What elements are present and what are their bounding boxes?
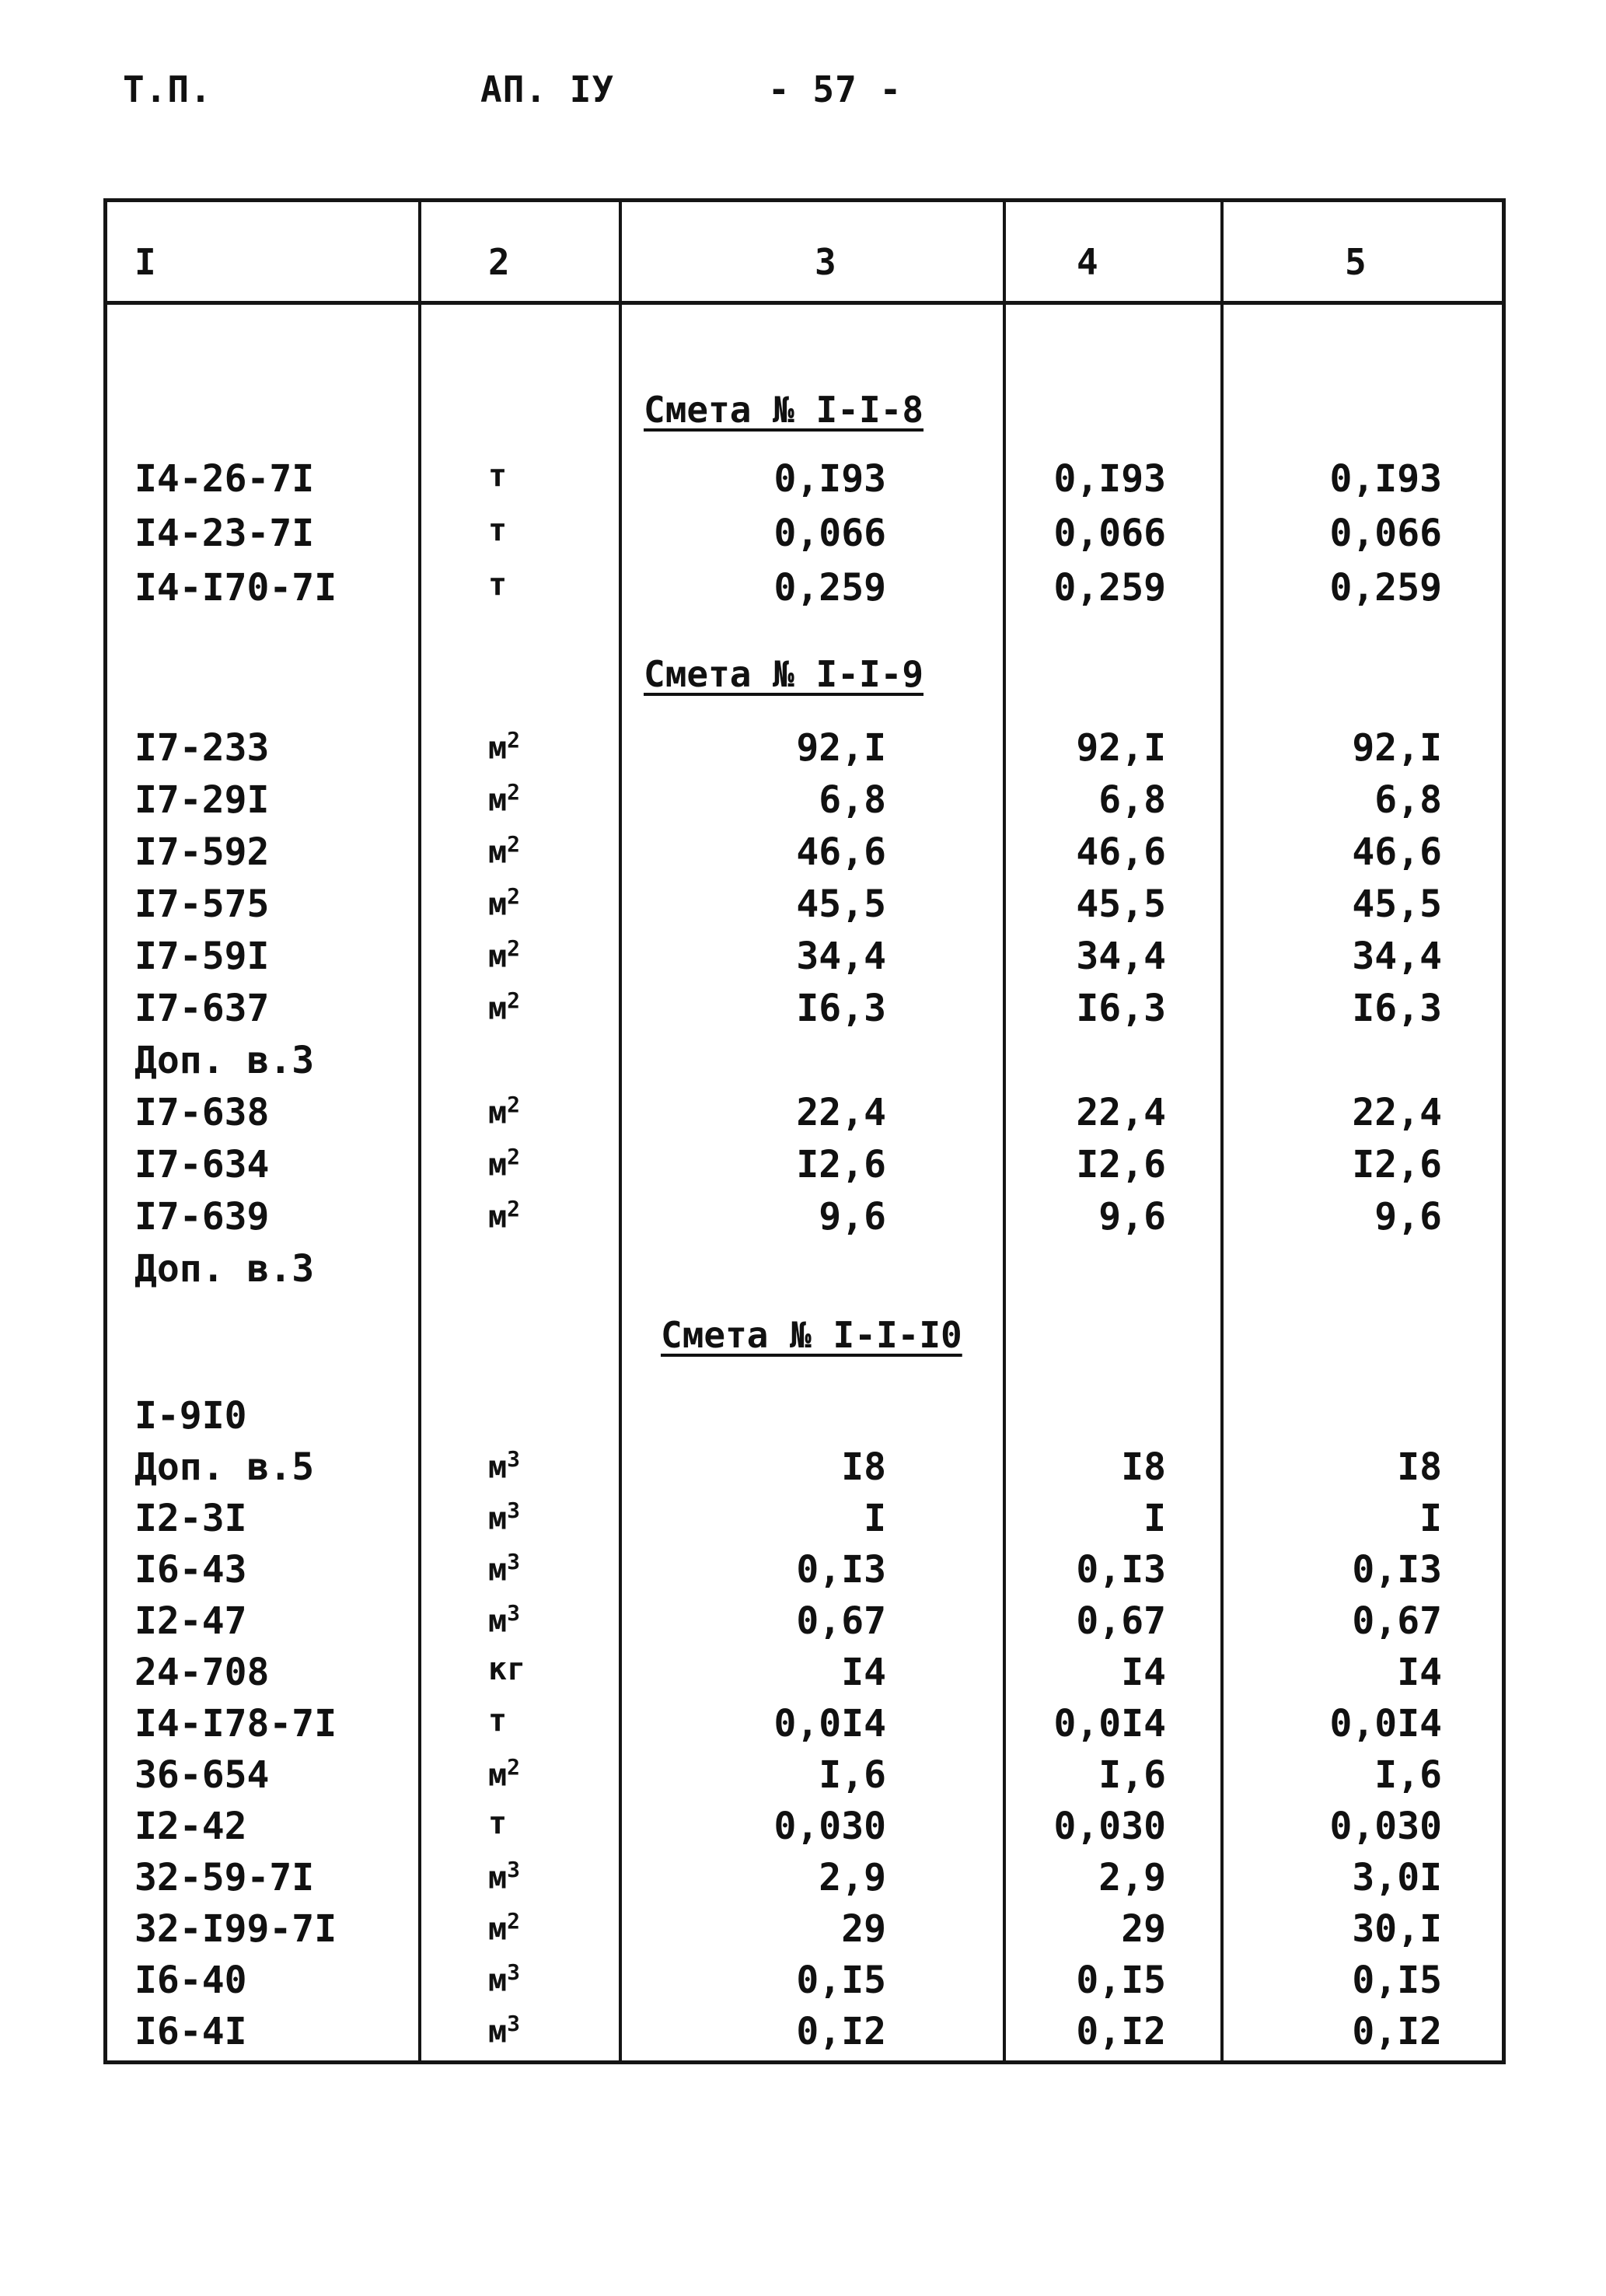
unit-symbol: м — [488, 1757, 508, 1794]
row-value-col4: 0,I93 — [1053, 457, 1166, 501]
row-value-col5: 0,I3 — [1352, 1548, 1442, 1592]
row-value-col5: 0,066 — [1329, 512, 1442, 555]
row-value-col5: 0,259 — [1329, 566, 1442, 610]
unit-exponent: 3 — [507, 1549, 520, 1574]
column-divider-3 — [1003, 198, 1006, 2064]
row-value-col5: 92,I — [1352, 726, 1442, 770]
row-code: I4-26-7I — [134, 457, 315, 501]
row-unit — [488, 1549, 520, 1588]
unit-symbol: м — [488, 782, 508, 819]
row-code: I2-3I — [134, 1497, 247, 1540]
unit-exponent: 3 — [507, 2011, 520, 2036]
unit-exponent: 3 — [507, 1446, 520, 1472]
row-unit — [488, 987, 520, 1027]
row-value-col3: I,6 — [819, 1753, 886, 1797]
row-code: 32-59-7I — [134, 1856, 315, 1899]
row-value-col5: 46,6 — [1352, 830, 1442, 874]
unit-exponent: 2 — [507, 1196, 520, 1221]
row-value-col3: 46,6 — [796, 830, 886, 874]
unit-symbol: т — [488, 1805, 508, 1841]
row-value-col4: 29 — [1121, 1907, 1166, 1951]
row-value-col3: 22,4 — [796, 1091, 886, 1134]
unit-symbol: м — [488, 1603, 508, 1640]
row-value-col5: I4 — [1397, 1651, 1442, 1694]
row-unit — [488, 1497, 520, 1537]
column-divider-2 — [619, 198, 622, 2064]
row-value-col4: 9,6 — [1098, 1195, 1166, 1239]
row-value-col3: 9,6 — [819, 1195, 886, 1239]
row-unit — [488, 831, 520, 871]
row-value-col5: 0,030 — [1329, 1805, 1442, 1848]
unit-symbol: м — [488, 1199, 508, 1235]
row-value-col3: I4 — [841, 1651, 886, 1694]
row-value-col5: 45,5 — [1352, 882, 1442, 926]
row-value-col3: 92,I — [796, 726, 886, 770]
album-reference: АП. IУ — [480, 68, 615, 110]
row-unit — [488, 1092, 520, 1131]
row-unit — [488, 1857, 520, 1896]
row-value-col3: I2,6 — [796, 1143, 886, 1186]
row-value-col5: I2,6 — [1352, 1143, 1442, 1186]
row-value-col3: 34,4 — [796, 935, 886, 978]
row-code: I7-592 — [134, 830, 270, 874]
unit-exponent: 2 — [507, 727, 520, 753]
unit-exponent: 2 — [507, 1092, 520, 1117]
unit-symbol: м — [488, 1501, 508, 1537]
row-value-col4: 0,030 — [1053, 1805, 1166, 1848]
unit-symbol: м — [488, 938, 508, 975]
row-unit — [488, 935, 520, 975]
unit-symbol: м — [488, 1962, 508, 1999]
row-value-col3: 2,9 — [819, 1856, 886, 1899]
unit-exponent: 2 — [507, 1754, 520, 1780]
row-value-col3: 0,67 — [796, 1599, 886, 1643]
row-unit — [488, 1144, 520, 1183]
row-value-col4: I4 — [1121, 1651, 1166, 1694]
row-value-col3: 0,030 — [773, 1805, 886, 1848]
section-title: Смета № I-I-8 — [644, 389, 924, 431]
unit-symbol: т — [488, 1703, 508, 1739]
unit-exponent: 2 — [507, 883, 520, 909]
row-code: I6-40 — [134, 1959, 247, 2002]
row-code: 32-I99-7I — [134, 1907, 337, 1951]
row-code: 36-654 — [134, 1753, 270, 1797]
row-code: I6-43 — [134, 1548, 247, 1592]
row-value-col3: 0,0I4 — [773, 1702, 886, 1746]
column-divider-4 — [1220, 198, 1224, 2064]
page-number: - 57 - — [768, 68, 903, 110]
row-value-col3: 0,I5 — [796, 1959, 886, 2002]
row-value-col4: I — [1143, 1497, 1166, 1540]
row-unit — [488, 1703, 508, 1739]
row-value-col5: I,6 — [1374, 1753, 1442, 1797]
section-title: Смета № I-I-I0 — [661, 1314, 962, 1356]
unit-symbol: м — [488, 1552, 508, 1588]
unit-symbol: м — [488, 991, 508, 1027]
row-value-col5: 0,I5 — [1352, 1959, 1442, 2002]
column-header-4: 4 — [1077, 241, 1098, 283]
row-code: I2-47 — [134, 1599, 247, 1643]
row-value-col3: 45,5 — [796, 882, 886, 926]
unit-symbol: м — [488, 1860, 508, 1896]
row-value-col4: I,6 — [1098, 1753, 1166, 1797]
row-value-col5: 34,4 — [1352, 935, 1442, 978]
row-value-col3: 0,066 — [773, 512, 886, 555]
row-unit — [488, 1651, 526, 1687]
row-value-col3: 0,I93 — [773, 457, 886, 501]
row-code: I4-23-7I — [134, 512, 315, 555]
row-code: I7-233 — [134, 726, 270, 770]
unit-exponent: 2 — [507, 779, 520, 805]
row-value-col5: 9,6 — [1374, 1195, 1442, 1239]
row-value-col3: I6,3 — [796, 987, 886, 1030]
unit-symbol: м — [488, 834, 508, 871]
row-unit — [488, 1754, 520, 1794]
column-header-2: 2 — [488, 241, 510, 283]
unit-exponent: 2 — [507, 831, 520, 857]
row-unit — [488, 1600, 520, 1640]
row-value-col4: 0,066 — [1053, 512, 1166, 555]
row-value-col5: 6,8 — [1374, 778, 1442, 822]
row-code: I7-634 — [134, 1143, 270, 1186]
row-value-col4: 45,5 — [1076, 882, 1166, 926]
row-code: I7-639 — [134, 1195, 270, 1239]
unit-symbol: м — [488, 886, 508, 923]
row-code: I4-I70-7I — [134, 566, 337, 610]
section-title: Смета № I-I-9 — [644, 653, 924, 695]
unit-exponent: 3 — [507, 1497, 520, 1523]
row-code: Доп. в.5 — [134, 1445, 315, 1489]
row-code: I6-4I — [134, 2010, 247, 2053]
row-value-col4: I8 — [1121, 1445, 1166, 1489]
row-code: I7-575 — [134, 882, 270, 926]
unit-exponent: 3 — [507, 1959, 520, 1985]
row-value-col4: 6,8 — [1098, 778, 1166, 822]
row-unit — [488, 1446, 520, 1486]
row-value-col5: I — [1419, 1497, 1442, 1540]
row-unit — [488, 458, 508, 494]
unit-exponent: 3 — [507, 1857, 520, 1882]
row-code: I2-42 — [134, 1805, 247, 1848]
unit-symbol: м — [488, 730, 508, 767]
column-header-5: 5 — [1345, 241, 1367, 283]
row-value-col4: 0,I2 — [1076, 2010, 1166, 2053]
row-value-col4: 0,259 — [1053, 566, 1166, 610]
row-value-col5: 0,I2 — [1352, 2010, 1442, 2053]
row-value-col3: 0,I2 — [796, 2010, 886, 2053]
row-unit — [488, 727, 520, 767]
row-value-col5: 0,67 — [1352, 1599, 1442, 1643]
row-code: Доп. в.3 — [134, 1247, 315, 1291]
row-code: I7-638 — [134, 1091, 270, 1134]
document-code: Т.П. — [123, 68, 212, 110]
unit-symbol: м — [488, 1147, 508, 1183]
unit-exponent: 2 — [507, 987, 520, 1013]
unit-symbol: кг — [488, 1651, 526, 1687]
unit-symbol: т — [488, 512, 508, 548]
row-value-col3: 6,8 — [819, 778, 886, 822]
row-unit — [488, 779, 520, 819]
row-code: 24-708 — [134, 1651, 270, 1694]
row-unit — [488, 883, 520, 923]
unit-symbol: м — [488, 2014, 508, 2050]
row-code: I-9I0 — [134, 1394, 247, 1438]
row-value-col4: 92,I — [1076, 726, 1166, 770]
row-value-col4: 2,9 — [1098, 1856, 1166, 1899]
row-unit — [488, 1959, 520, 1999]
row-value-col5: I6,3 — [1352, 987, 1442, 1030]
row-unit — [488, 567, 508, 603]
column-header-1: I — [134, 241, 156, 283]
row-value-col4: 0,0I4 — [1053, 1702, 1166, 1746]
row-value-col4: I2,6 — [1076, 1143, 1166, 1186]
row-value-col5: 22,4 — [1352, 1091, 1442, 1134]
unit-exponent: 2 — [507, 1908, 520, 1934]
row-unit — [488, 2011, 520, 2050]
row-unit — [488, 1908, 520, 1948]
row-unit — [488, 1805, 508, 1841]
row-value-col3: 29 — [841, 1907, 886, 1951]
row-value-col3: I8 — [841, 1445, 886, 1489]
unit-symbol: м — [488, 1095, 508, 1131]
row-value-col5: 3,0I — [1352, 1856, 1442, 1899]
unit-symbol: т — [488, 458, 508, 494]
row-value-col4: 0,67 — [1076, 1599, 1166, 1643]
row-value-col4: I6,3 — [1076, 987, 1166, 1030]
row-code: I7-59I — [134, 935, 270, 978]
table-header-divider — [103, 301, 1506, 305]
unit-symbol: т — [488, 567, 508, 603]
row-code: I7-29I — [134, 778, 270, 822]
unit-exponent: 2 — [507, 1144, 520, 1169]
row-value-col4: 34,4 — [1076, 935, 1166, 978]
row-value-col5: 30,I — [1352, 1907, 1442, 1951]
row-code: I7-637 — [134, 987, 270, 1030]
unit-symbol: м — [488, 1449, 508, 1486]
row-value-col3: 0,I3 — [796, 1548, 886, 1592]
row-unit — [488, 512, 508, 548]
row-value-col3: I — [864, 1497, 886, 1540]
row-value-col4: 0,I5 — [1076, 1959, 1166, 2002]
unit-symbol: м — [488, 1911, 508, 1948]
unit-exponent: 2 — [507, 935, 520, 961]
row-value-col3: 0,259 — [773, 566, 886, 610]
row-code: Доп. в.3 — [134, 1039, 315, 1082]
column-divider-1 — [418, 198, 421, 2064]
row-value-col5: I8 — [1397, 1445, 1442, 1489]
column-header-3: 3 — [815, 241, 836, 283]
unit-exponent: 3 — [507, 1600, 520, 1626]
row-code: I4-I78-7I — [134, 1702, 337, 1746]
row-value-col4: 22,4 — [1076, 1091, 1166, 1134]
row-value-col5: 0,0I4 — [1329, 1702, 1442, 1746]
row-unit — [488, 1196, 520, 1235]
row-value-col5: 0,I93 — [1329, 457, 1442, 501]
row-value-col4: 0,I3 — [1076, 1548, 1166, 1592]
row-value-col4: 46,6 — [1076, 830, 1166, 874]
